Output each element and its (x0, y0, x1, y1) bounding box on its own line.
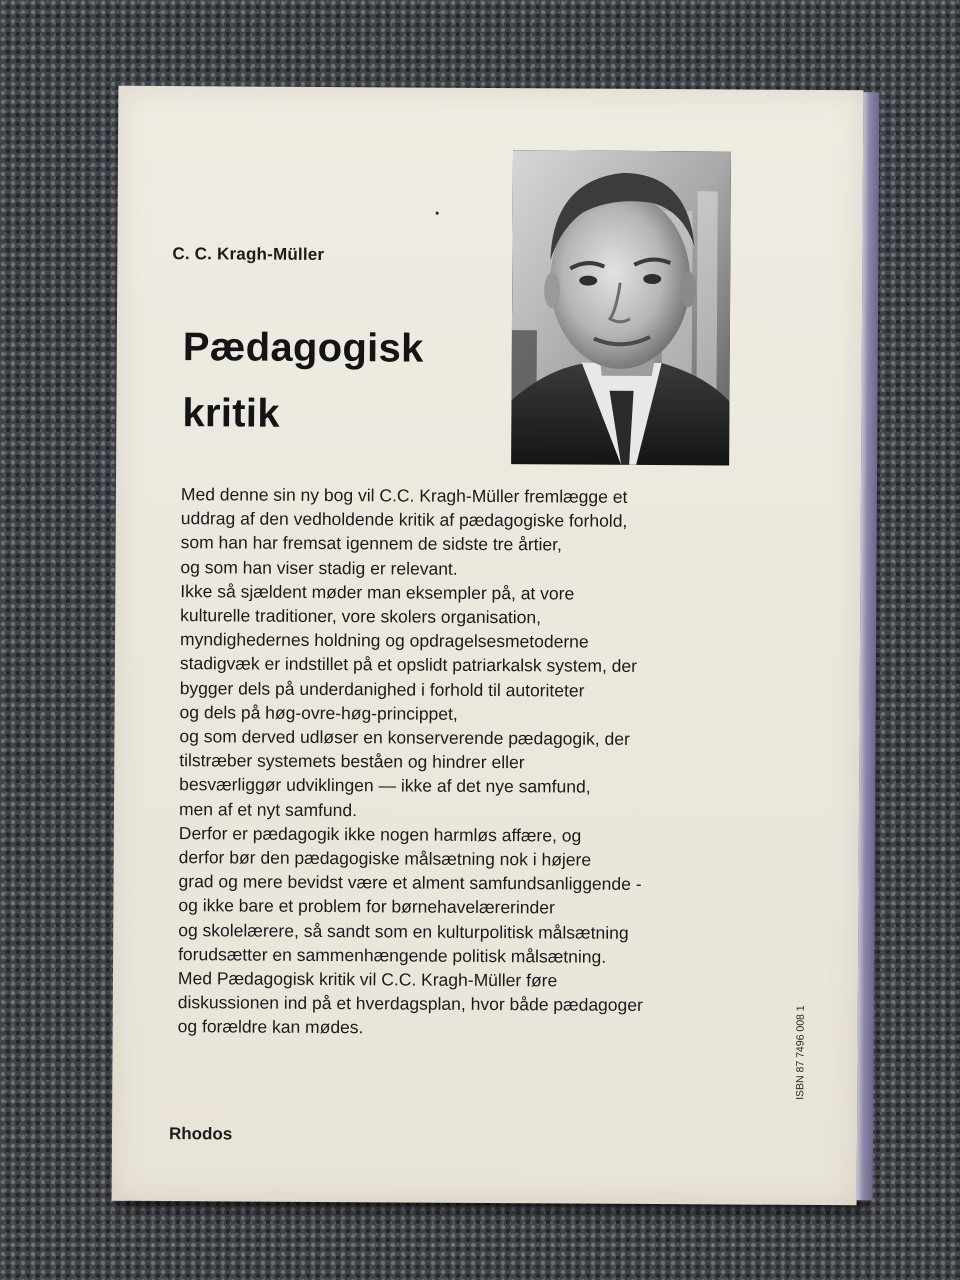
blurb-line: besværliggør udviklingen — ikke af det nye samfund, (179, 774, 591, 798)
blurb-line: grad og mere bevidst være et alment samfundsanliggende - (178, 871, 642, 895)
paper-speck (436, 212, 439, 215)
back-cover-blurb (178, 482, 821, 1043)
blurb-line: stadigvæk er indstillet på et opslidt patriarkalsk system, der (179, 653, 638, 677)
blurb-line: Med denne sin ny bog vil C.C. Kragh-Müller fremlægge et (180, 484, 628, 507)
isbn-number: ISBN 87 7496 008 1 (794, 1005, 807, 1100)
blurb-line: og forældre kan mødes. (177, 1016, 364, 1038)
blurb-line: og som derved udløser en konserverende pædagogik, der (179, 726, 630, 749)
author-portrait-photo (511, 150, 731, 465)
blurb-line: kulturelle traditioner, vore skolers organisation, (180, 605, 542, 628)
blurb-line: diskussionen ind på et hverdagsplan, hvor både pædagoger (177, 992, 643, 1016)
publisher-name: Rhodos (168, 1124, 233, 1144)
book-spine-edge (857, 92, 880, 1200)
blurb-line: uddrag af den vedholdende kritik af pædagogiske forhold, (180, 508, 628, 532)
blurb-line: men af et nyt samfund. (178, 798, 358, 820)
blurb-line: og ikke bare et problem for børnehavelærerinder (178, 895, 555, 918)
blurb-line: som han har fremsat igennem de sidste tre årtier, (180, 532, 562, 555)
blurb-line: Ikke så sjældent møder man eksempler på, at vore (180, 580, 575, 604)
blurb-line: tilstræber systemets beståen og hindrer eller (179, 750, 525, 773)
blurb-line: og skolelærere, så sandt som en kulturpolitisk målsætning (178, 919, 629, 943)
blurb-line: Med Pædagogisk kritik vil C.C. Kragh-Müller føre (177, 968, 558, 991)
blurb-line: myndighedernes holdning og opdragelsesmetoderne (179, 629, 589, 652)
author-name: C. C. Kragh-Müller (172, 244, 325, 264)
blurb-line: og dels på høg-ovre-høg-princippet, (179, 701, 458, 724)
book-title-line-1: Pædagogisk (182, 325, 424, 371)
blurb-line: bygger dels på underdanighed i forhold til autoriteter (179, 677, 585, 701)
book-title (182, 314, 424, 447)
book-back-cover (112, 86, 864, 1206)
book-title-line-2: kritik (182, 391, 280, 436)
blurb-line: derfor bør den pædagogiske målsætning nok i højere (178, 847, 592, 870)
blurb-line: og som han viser stadig er relevant. (180, 556, 458, 579)
blurb-line: Derfor er pædagogik ikke nogen harmløs affære, og (178, 822, 582, 846)
blurb-line: forudsætter en sammenhængende politisk målsætning. (178, 943, 607, 967)
